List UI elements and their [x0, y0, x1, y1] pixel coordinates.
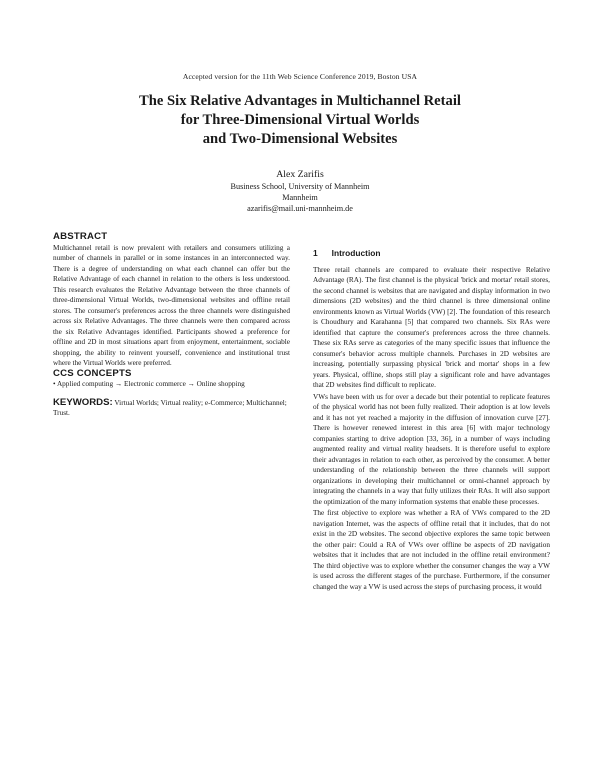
ccs-heading: CCS CONCEPTS [53, 367, 132, 379]
abstract-text: Multichannel retail is now prevalent with retailers and consumers utilizing a number of channels in parallel or in some instances in an interconnected way. There is a degree of understanding on what each channel can offer but the Relative Advantage of each channel in relation to the others is less understood. This research evaluates the Relative Advantage between the three channels of three-dimensional Virtual Worlds, two-dimensional websites and offline retail stores. The consumer's preferences across the three channels were distinguished across six Relative Advantages. The three channels were then compared across the six Relative Advantages identified. Participants showed a preference for offline and 2D in most situations apart from enjoyment, entertainment, sociable shopping, the ability to reinvent yourself, convenience and institutional trust where the Virtual Worlds were preferred. [53, 243, 290, 367]
author-block [60, 168, 540, 214]
title-line-3: and Two-Dimensional Websites [202, 131, 398, 147]
conference-note: Accepted version for the 11th Web Science Conference 2019, Boston USA [182, 72, 418, 81]
title-line-2: for Three-Dimensional Virtual Worlds [180, 112, 420, 128]
section-title: Introduction [331, 248, 381, 258]
keywords-heading: KEYWORDS: [53, 396, 113, 408]
author-affiliation: Business School, University of Mannheim [230, 182, 370, 191]
author-email[interactable]: azarifis@mail.uni-mannheim.de [247, 204, 353, 213]
right-column [313, 248, 550, 593]
paper-title [60, 92, 540, 149]
ccs-text: • Applied computing → Electronic commerce → Online shopping [53, 380, 245, 388]
introduction-heading [313, 248, 550, 259]
author-name: Alex Zarifis [276, 169, 324, 180]
keywords-block [53, 398, 290, 419]
author-city: Mannheim [282, 193, 318, 202]
left-column [53, 232, 290, 419]
keywords-text: Virtual Worlds; Virtual reality; e-Commerce; Multichannel; Trust. [53, 398, 287, 417]
intro-paragraph-1: Three retail channels are compared to evaluate their respective Relative Advantage (RA). The first channel is the physical 'brick and mortar' retail stores, the second channel is websites that are navigated and display information in two dimensions (2D websites) and the third channel is three dimensional online environments known as Virtual Worlds (VW) [2]. The foundation of this research is Choudhury and Karahanna [5] that compared two channels. Six RAs were identified that capture the consumer's preferences across the three channels. These six RAs serve as categories of the many specific issues that influence the consumer's behavior across multiple channels. Purchases in 2D websites are increasing, potentially surpassing physical 'brick and mortar' shops in a few years. Physical, offline, shops still play a significant role and have advantages that 2D websites find difficult to replicate. [313, 265, 550, 389]
title-line-1: The Six Relative Advantages in Multichannel Retail [139, 93, 461, 109]
section-number: 1 [313, 248, 318, 258]
abstract-heading: ABSTRACT [53, 231, 108, 242]
intro-paragraph-3: The first objective to explore was whether a RA of VWs compared to the 2D navigation Internet, was the aspects of offline retail that it includes, that do not exist in the 2D websites. The second objective explores the same topic between the other pair: Could a RA of VWs over offline be aspects of 2D navigation websites that it includes that are not included in the offline retail environment? The third objective was to explore whether the consumer changes the way a VW is used across the different stages of the purchase. Furthermore, if the consumer changed the way a VW is used across the steps of purchasing process, it would [313, 509, 550, 591]
intro-paragraph-2: VWs have been with us for over a decade but their potential to replicate features of the physical world has not been fully realized. Their adoption is at low levels and it has not yet reached a majority in the diffusion of innovation curve [27]. There is however renewed interest in this area [6] with major technology companies starting to drive adoption [33, 36], in a number of ways including augmented reality and virtual reality headsets. It is therefore useful to explore their advantages in relation to each other, as perceived by the consumer. A better understanding of the relationship between the three channels will support organizations in developing their multichannel or omni-channel approach by integrating the channels in a way that fully utilizes their RAs. It will also support the optimization of the many information systems that enable these processes. [313, 392, 550, 506]
